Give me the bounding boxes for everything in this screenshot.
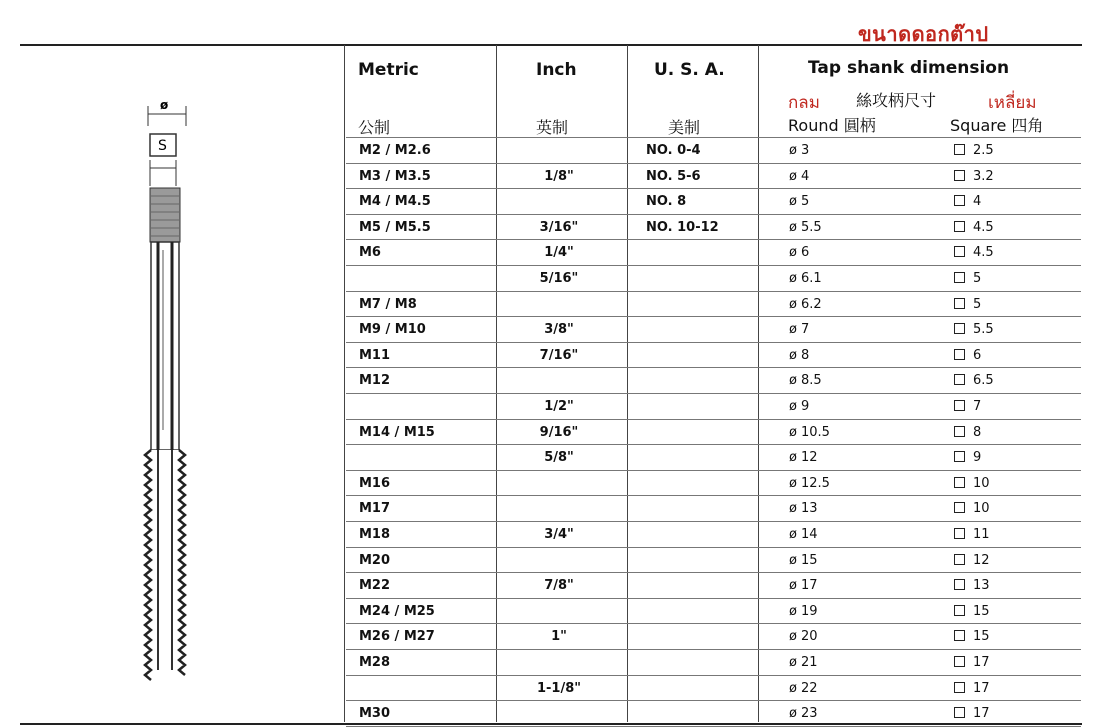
cell-metric: M11 [359, 347, 391, 363]
cell-metric: M18 [359, 527, 391, 542]
cell-metric: M14 / M15 [359, 424, 435, 440]
diameter-icon: ø [789, 603, 797, 619]
diameter-icon: ø [789, 424, 797, 440]
square-value: 10 [973, 501, 990, 517]
cell-round [789, 527, 818, 542]
square-icon [954, 221, 965, 232]
square-icon [954, 630, 965, 641]
square-value: 6.5 [973, 373, 994, 389]
cell-round [789, 553, 818, 568]
diameter-icon: ø [789, 373, 797, 389]
cell-inch: 3/16" [539, 219, 579, 235]
thai-title: ขนาดดอกต๊าป [858, 22, 989, 46]
row-divider [346, 649, 1081, 650]
diameter-icon: ø [789, 655, 797, 670]
row-divider [346, 572, 1081, 573]
diameter-icon: ø [789, 552, 797, 568]
round-value: 12.5 [800, 475, 830, 491]
cell-square [954, 373, 994, 388]
cell-round [789, 655, 818, 670]
header-round: Round 圓柄 [788, 116, 876, 135]
diameter-label: ø [160, 98, 169, 112]
row-divider [346, 444, 1081, 445]
round-value: 8 [800, 347, 810, 363]
square-value: 4 [973, 194, 982, 210]
cell-metric: M17 [359, 501, 391, 517]
round-value: 14 [800, 527, 818, 542]
cell-square [954, 553, 990, 568]
round-value: 8.5 [800, 373, 822, 389]
cell-round [789, 348, 809, 363]
square-icon [954, 246, 965, 257]
cell-square [954, 194, 981, 209]
cell-metric: M3 / M3.5 [359, 168, 431, 184]
cell-metric: M26 / M27 [359, 629, 435, 645]
row-divider [346, 700, 1081, 701]
cell-metric: M2 / M2.6 [359, 143, 431, 158]
square-icon [954, 554, 965, 565]
square-thai-label: เหลี่ยม [988, 93, 1037, 113]
cell-inch: 3/4" [544, 527, 574, 542]
cell-round [789, 604, 818, 619]
cell-square [954, 450, 981, 465]
square-value: 4.5 [973, 219, 994, 235]
cell-square [954, 399, 981, 414]
square-value: 17 [973, 655, 990, 670]
cell-round [789, 169, 809, 184]
diameter-icon: ø [789, 475, 797, 491]
square-icon [954, 451, 965, 462]
cell-metric: M4 / M4.5 [359, 194, 431, 210]
cell-inch: 1-1/8" [536, 680, 582, 696]
cell-inch: 1/2" [544, 399, 574, 414]
tap-size-table [344, 45, 1082, 723]
diameter-icon: ø [789, 168, 797, 184]
square-value: 10 [973, 475, 990, 491]
diameter-icon: ø [789, 296, 797, 312]
row-divider [346, 598, 1081, 599]
cell-square [954, 297, 981, 312]
cell-metric: M5 / M5.5 [359, 219, 431, 235]
round-value: 10.5 [800, 424, 830, 440]
cell-square [954, 629, 990, 644]
cell-inch: 3/8" [544, 322, 574, 338]
diameter-icon: ø [789, 578, 797, 594]
round-value: 6 [800, 245, 810, 261]
header-shank: Tap shank dimension [808, 58, 1010, 78]
cell-round [789, 476, 830, 491]
cell-metric: M20 [359, 552, 391, 568]
diameter-icon: ø [789, 399, 797, 414]
round-value: 20 [800, 629, 818, 645]
cell-square [954, 604, 990, 619]
row-divider [346, 188, 1081, 189]
square-value: 17 [973, 680, 990, 696]
round-value: 5 [800, 194, 810, 210]
cell-metric: M16 [359, 475, 391, 491]
cell-square [954, 655, 990, 670]
bottom-rule [20, 723, 1082, 725]
cell-square [954, 476, 990, 491]
square-icon [954, 323, 965, 334]
diameter-icon: ø [789, 706, 797, 722]
cell-round [789, 322, 809, 337]
cell-round [789, 578, 818, 593]
cell-metric: M22 [359, 578, 391, 594]
row-divider [346, 675, 1081, 676]
cell-round [789, 629, 818, 644]
diameter-icon: ø [789, 322, 797, 338]
square-icon [954, 502, 965, 513]
cell-round [789, 143, 809, 158]
cell-round [789, 245, 809, 260]
cell-metric: M9 / M10 [359, 322, 426, 338]
cell-usa: NO. 10-12 [646, 219, 719, 235]
row-divider [346, 419, 1081, 420]
cell-square [954, 527, 990, 542]
column-divider [344, 45, 345, 722]
cell-round [789, 271, 822, 286]
cell-square [954, 322, 994, 337]
diameter-icon: ø [789, 219, 797, 235]
diameter-icon: ø [789, 347, 797, 363]
square-icon [954, 707, 965, 718]
cell-square [954, 578, 990, 593]
diameter-icon: ø [789, 680, 797, 696]
diameter-icon: ø [789, 143, 797, 158]
round-value: 6.2 [800, 296, 822, 312]
header-metric: Metric [358, 60, 419, 80]
row-divider [346, 214, 1081, 215]
cell-square [954, 220, 994, 235]
diameter-icon: ø [789, 450, 797, 466]
row-divider [346, 470, 1081, 471]
header-metric-cn: 公制 [358, 118, 391, 137]
row-divider [346, 623, 1081, 624]
cell-metric: M12 [359, 373, 391, 389]
cell-inch: 1" [551, 629, 567, 645]
round-value: 5.5 [800, 219, 822, 235]
header-square: Square 四角 [950, 116, 1044, 135]
square-value: 9 [973, 450, 982, 466]
cell-square [954, 348, 981, 363]
tap-drawing [130, 90, 210, 690]
square-icon [954, 144, 965, 155]
round-value: 13 [800, 501, 818, 517]
square-icon [954, 579, 965, 590]
square-icon [954, 195, 965, 206]
square-value: 15 [973, 603, 990, 619]
cell-metric: M24 / M25 [359, 603, 435, 619]
square-icon [954, 272, 965, 283]
cell-square [954, 706, 990, 721]
square-value: 15 [973, 629, 990, 645]
cell-round [789, 706, 818, 721]
round-value: 12 [800, 450, 818, 466]
header-inch-cn: 英制 [536, 118, 569, 137]
cell-round [789, 297, 822, 312]
round-value: 15 [800, 552, 818, 568]
cell-inch: 5/16" [539, 271, 579, 286]
cell-square [954, 681, 990, 696]
column-divider [496, 45, 497, 722]
square-icon [954, 682, 965, 693]
row-divider [346, 495, 1081, 496]
cell-round [789, 501, 818, 516]
diameter-icon: ø [789, 245, 797, 261]
diameter-icon: ø [789, 501, 797, 517]
header-usa-cn: 美制 [668, 118, 701, 137]
round-value: 9 [800, 399, 810, 414]
header-inch: Inch [536, 60, 577, 80]
row-divider [346, 393, 1081, 394]
cell-usa: NO. 0-4 [646, 143, 701, 158]
square-value: 2.5 [973, 143, 994, 158]
header-usa: U. S. A. [654, 60, 725, 80]
square-icon [954, 605, 965, 616]
square-value: 4.5 [973, 245, 994, 261]
square-value: 8 [973, 424, 982, 440]
cell-square [954, 143, 994, 158]
square-value: 11 [973, 527, 990, 542]
diameter-icon: ø [789, 527, 797, 542]
row-divider [346, 547, 1081, 548]
square-icon [954, 298, 965, 309]
square-value: 6 [973, 347, 982, 363]
row-divider [346, 521, 1081, 522]
row-divider [346, 316, 1081, 317]
round-value: 19 [800, 603, 818, 619]
cell-inch: 5/8" [544, 450, 574, 466]
row-divider [346, 239, 1081, 240]
column-divider [758, 45, 759, 722]
cell-square [954, 501, 990, 516]
cell-metric: M30 [359, 706, 391, 722]
round-thai-label: กลม [788, 93, 820, 113]
square-icon [954, 374, 965, 385]
cell-square [954, 425, 981, 440]
round-value: 23 [800, 706, 818, 722]
square-icon [954, 528, 965, 539]
cell-square [954, 169, 994, 184]
square-icon [954, 170, 965, 181]
square-icon [954, 400, 965, 411]
header-shank-cn: 絲攻柄尺寸 [856, 91, 937, 110]
cell-round [789, 425, 830, 440]
square-value: 5 [973, 296, 982, 312]
cell-round [789, 399, 809, 414]
column-divider [627, 45, 628, 722]
round-value: 6.1 [800, 271, 822, 286]
row-divider [346, 137, 1081, 138]
round-value: 17 [800, 578, 818, 594]
square-icon [954, 477, 965, 488]
row-divider [346, 291, 1081, 292]
diameter-icon: ø [789, 629, 797, 645]
cell-square [954, 245, 994, 260]
s-label: S [158, 138, 167, 154]
round-value: 22 [800, 680, 818, 696]
cell-inch: 1/4" [544, 245, 574, 261]
square-value: 7 [973, 399, 982, 414]
cell-inch: 1/8" [544, 168, 574, 184]
square-value: 12 [973, 552, 990, 568]
square-icon [954, 349, 965, 360]
cell-round [789, 194, 809, 209]
cell-metric: M6 [359, 245, 381, 261]
cell-usa: NO. 5-6 [646, 168, 701, 184]
square-value: 13 [973, 578, 990, 594]
cell-round [789, 373, 822, 388]
square-value: 5 [973, 271, 982, 286]
row-divider [346, 342, 1081, 343]
square-value: 3.2 [973, 168, 994, 184]
square-icon [954, 426, 965, 437]
round-value: 21 [800, 655, 818, 670]
cell-square [954, 271, 981, 286]
cell-round [789, 220, 822, 235]
diameter-icon: ø [789, 271, 797, 286]
row-divider [346, 265, 1081, 266]
square-value: 5.5 [973, 322, 994, 338]
cell-usa: NO. 8 [646, 194, 687, 210]
cell-inch: 7/8" [544, 578, 574, 594]
cell-round [789, 681, 818, 696]
round-value: 7 [800, 322, 810, 338]
cell-metric: M7 / M8 [359, 296, 417, 312]
row-divider [346, 163, 1081, 164]
cell-inch: 9/16" [539, 424, 579, 440]
cell-inch: 7/16" [539, 347, 579, 363]
round-value: 3 [800, 143, 810, 158]
cell-round [789, 450, 818, 465]
row-divider [346, 367, 1081, 368]
diameter-icon: ø [789, 194, 797, 210]
round-value: 4 [800, 168, 810, 184]
cell-metric: M28 [359, 655, 391, 670]
square-icon [954, 656, 965, 667]
square-value: 17 [973, 706, 990, 722]
